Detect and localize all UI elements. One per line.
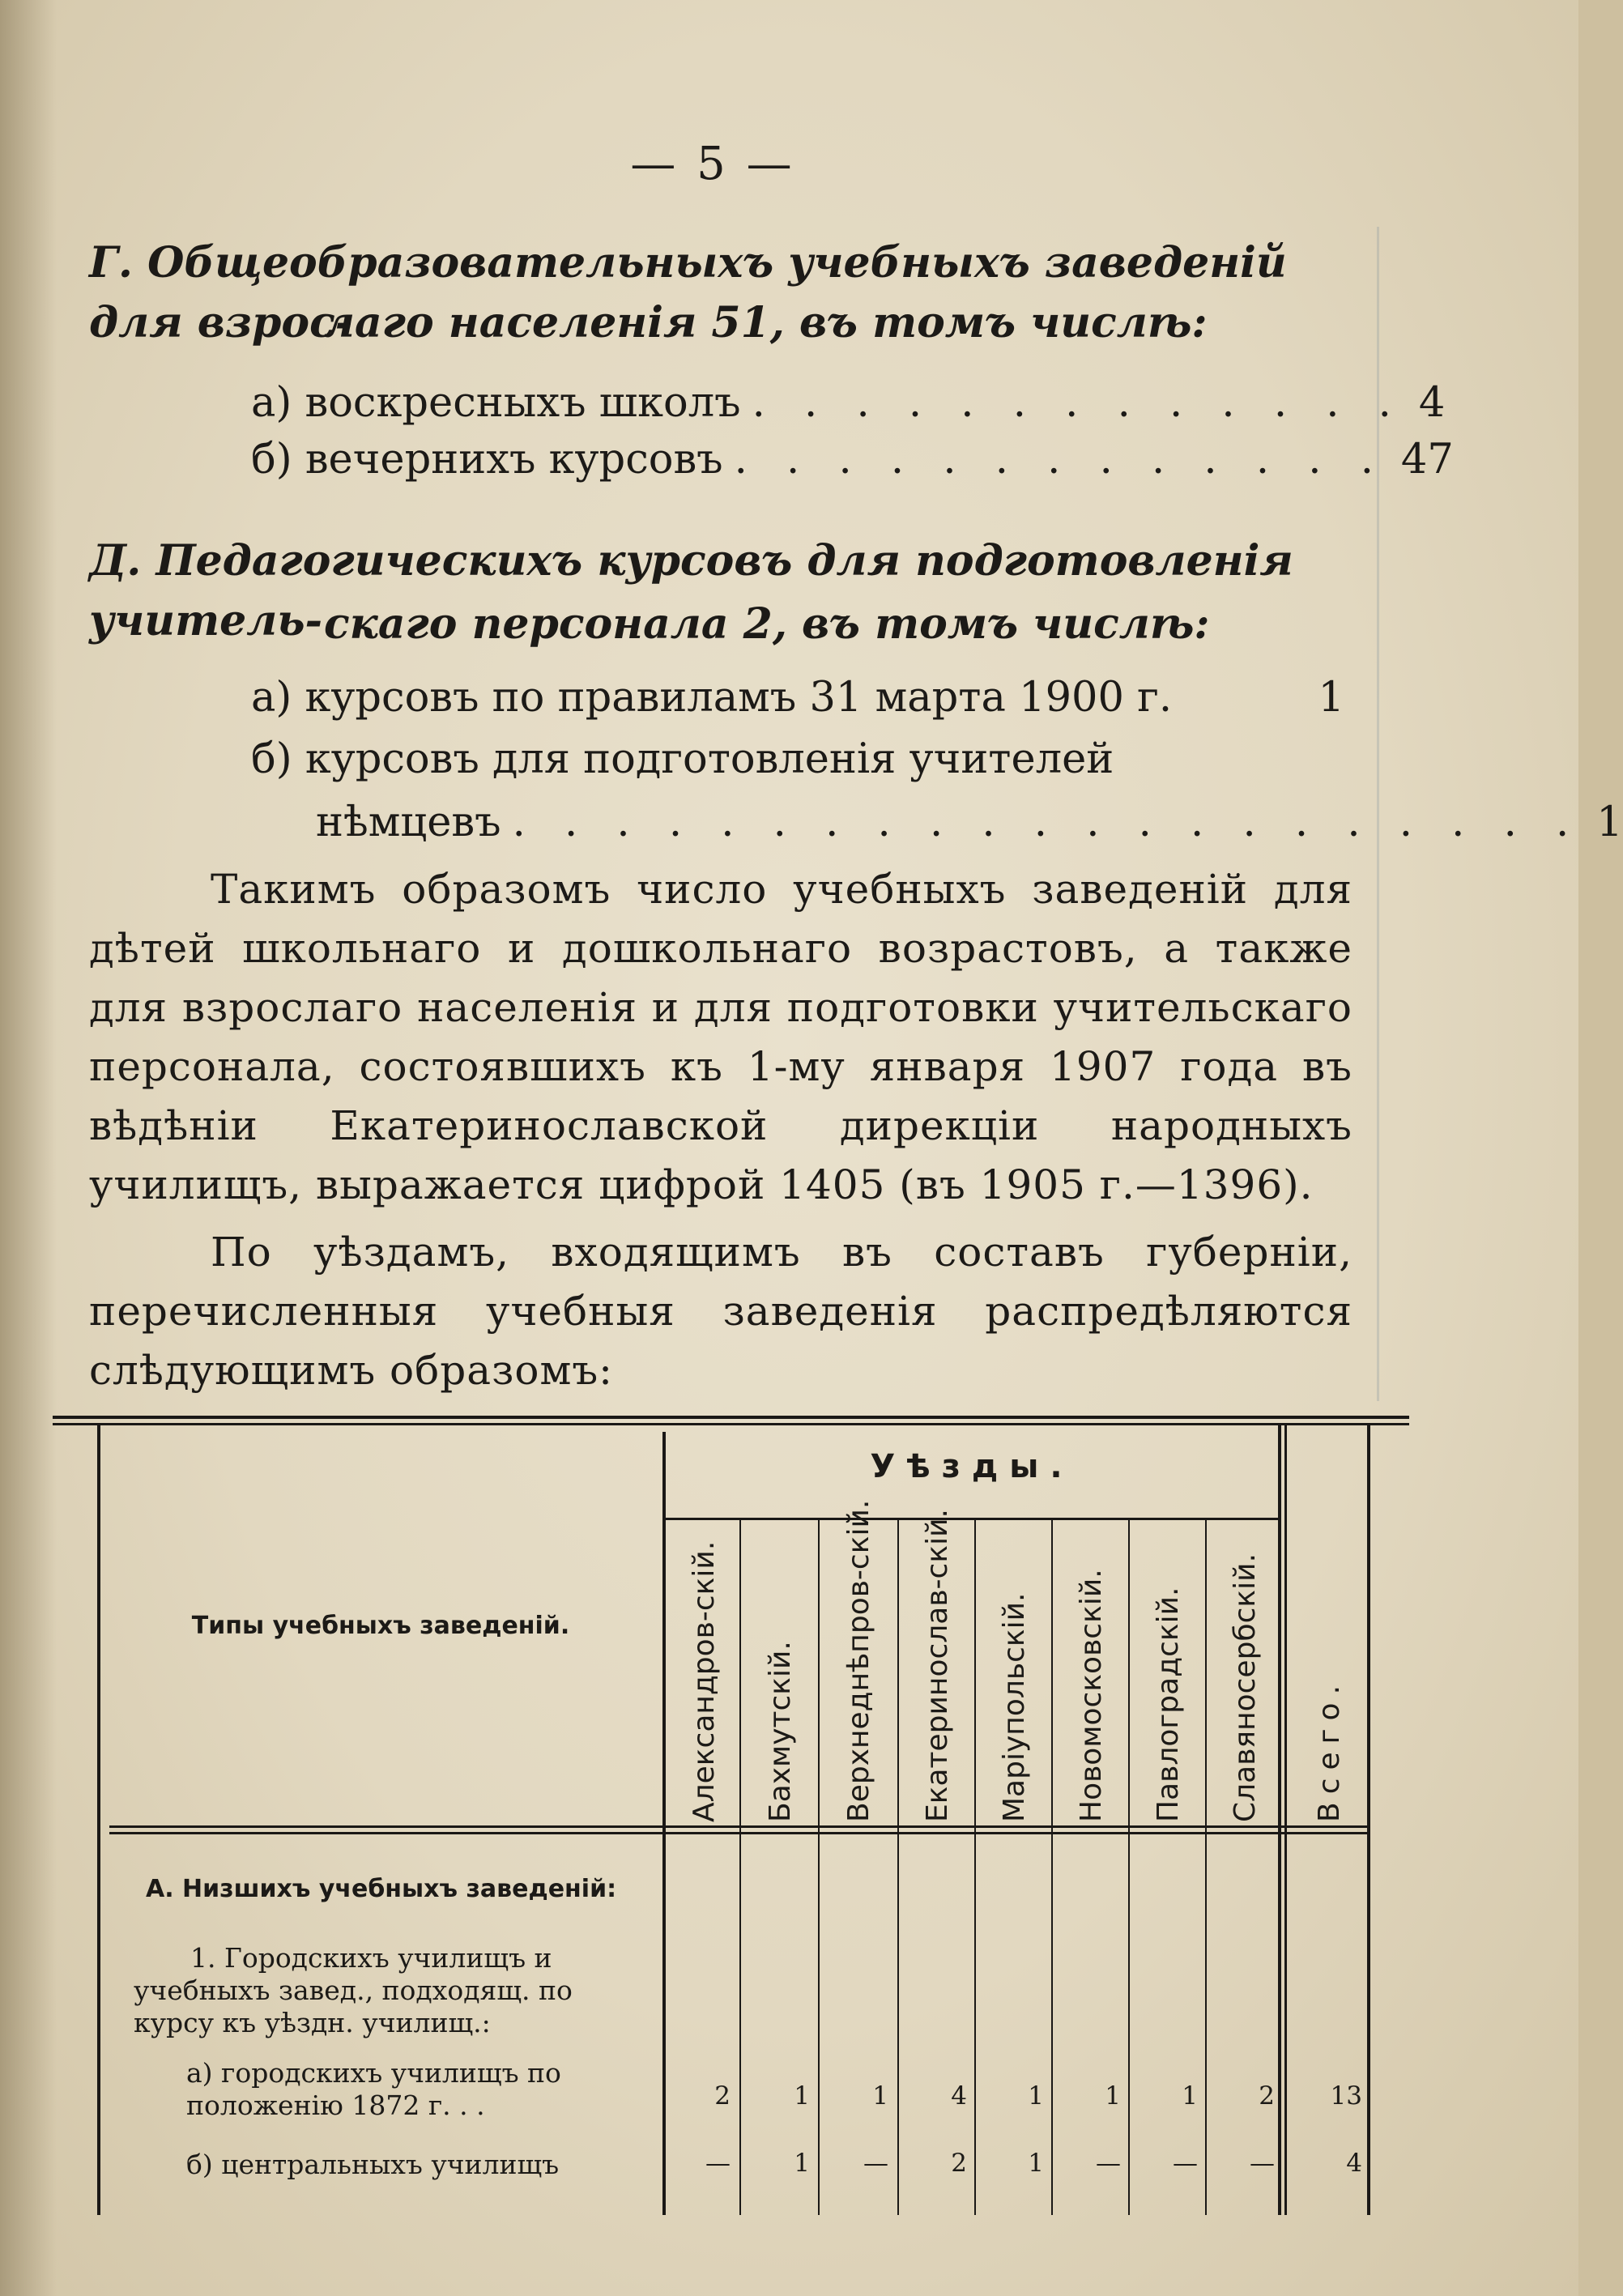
list-item (251, 674, 1344, 722)
section-a-label: А. Низшихъ учебныхъ заведеній: (146, 1875, 617, 1903)
column-header: Екатеринослав-скій. (921, 1509, 954, 1822)
table-cell: — (1250, 2149, 1275, 2178)
item-label: а) воскресныхъ школъ (251, 379, 741, 427)
column-header: Александров-скій. (688, 1540, 721, 1822)
section-d-heading-line1: Д. Педагогическихъ курсовъ для подготовленія учитель- (89, 536, 1293, 645)
header-bottom-rule (109, 1825, 1367, 1828)
column-header: Славяносербскій. (1229, 1553, 1262, 1822)
list-item (251, 379, 1446, 428)
table-cell: — (863, 2149, 888, 2178)
table-cell: 13 (1330, 2081, 1362, 2111)
table-cell: 2 (951, 2149, 967, 2178)
table-cell: — (1173, 2149, 1198, 2178)
table-cell: 1 (1105, 2081, 1121, 2111)
table-cell: 1 (794, 2081, 810, 2111)
item-value: 1 (1318, 674, 1344, 722)
districts-header: Уѣзды. (870, 1448, 1074, 1485)
page-number: — 5 — (630, 138, 795, 190)
item-value: 47 (1400, 436, 1454, 483)
table-cell: 2 (714, 2081, 731, 2111)
item-value: 1 (1596, 799, 1623, 846)
table-cell: — (705, 2149, 731, 2178)
table-cell: 4 (1346, 2149, 1362, 2178)
header-bottom-rule (109, 1832, 1367, 1834)
table-cell: 1 (1028, 2149, 1044, 2178)
table-cell: 1 (872, 2081, 888, 2111)
section-g-heading-line2: лаго населенія 51, въ томъ числѣ: (324, 298, 1208, 347)
types-header: Типы учебныхъ заведеній. (191, 1612, 570, 1640)
table-top-rule (53, 1423, 1409, 1425)
table-cell: 2 (1259, 2081, 1275, 2111)
row-label: б) центральныхъ училищъ (186, 2149, 560, 2180)
leader-dots: . . . . . . . . . . . . . (752, 379, 1404, 427)
table-cell: 1 (794, 2149, 810, 2178)
item-label: нѣмцевъ (316, 799, 501, 846)
column-header: Верхнеднѣпров-скій. (842, 1499, 875, 1822)
leader-dots: . . . . . . . . . . . . . . . . . . . . . (512, 799, 1583, 846)
column-header: Бахмутскій. (764, 1641, 797, 1822)
item-label: б) вечернихъ курсовъ (251, 436, 723, 483)
section-g-heading-line1: Г. Общеобразовательныхъ учебныхъ заведеній для взрос- (89, 238, 1287, 347)
leader-dots: . . . . . . . . . . . . . (734, 436, 1387, 483)
table-cell: 1 (1028, 2081, 1044, 2111)
section-d-heading-line2: скаго персонала 2, въ томъ числѣ: (324, 599, 1210, 649)
table-cell: 4 (951, 2081, 967, 2111)
row-label: а) городскихъ училищъ по положенію 1872 г. . . (186, 2057, 561, 2121)
column-header: Маріупольскій. (998, 1592, 1031, 1822)
item-label: а) курсовъ по правиламъ 31 марта 1900 г. (251, 674, 1173, 722)
table-cell: — (1096, 2149, 1121, 2178)
body-paragraph: Такимъ образомъ число учебныхъ заведеній для дѣтей школьнаго и дошкольнаго возрастовъ, а также для взрослаго населенія и для подготовки учительскаго персонала, состоявшихъ къ 1-му января 1907 года въ вѣдѣніи Екатеринославской дирекціи народныхъ училищъ, выражается цифрой 1405 (въ 1905 г.—1396). (89, 866, 1352, 1208)
subsection-label: 1. Городскихъ училищъ и учебныхъ завед., подходящ. по курсу къ уѣздн. училищ.: (134, 1942, 573, 2038)
column-header: Всего. (1313, 1676, 1346, 1822)
list-item (251, 436, 1454, 484)
column-header: Новомосковскій. (1075, 1569, 1108, 1822)
list-item-line1: б) курсовъ для подготовленія учителей (251, 735, 1114, 783)
table-cell: 1 (1182, 2081, 1198, 2111)
body-paragraph: По уѣздамъ, входящимъ въ составъ губерніи, перечисленныя учебныя заведенія распредѣляются слѣдующимъ образомъ: (89, 1229, 1352, 1394)
table-top-rule (53, 1416, 1409, 1419)
list-item (316, 799, 1623, 847)
column-header: Павлоградскій. (1152, 1587, 1185, 1822)
page-edge-shadow (0, 0, 57, 2296)
col-divider (1284, 1425, 1287, 2215)
item-value: 4 (1418, 379, 1446, 427)
table-left-border (97, 1425, 100, 2215)
